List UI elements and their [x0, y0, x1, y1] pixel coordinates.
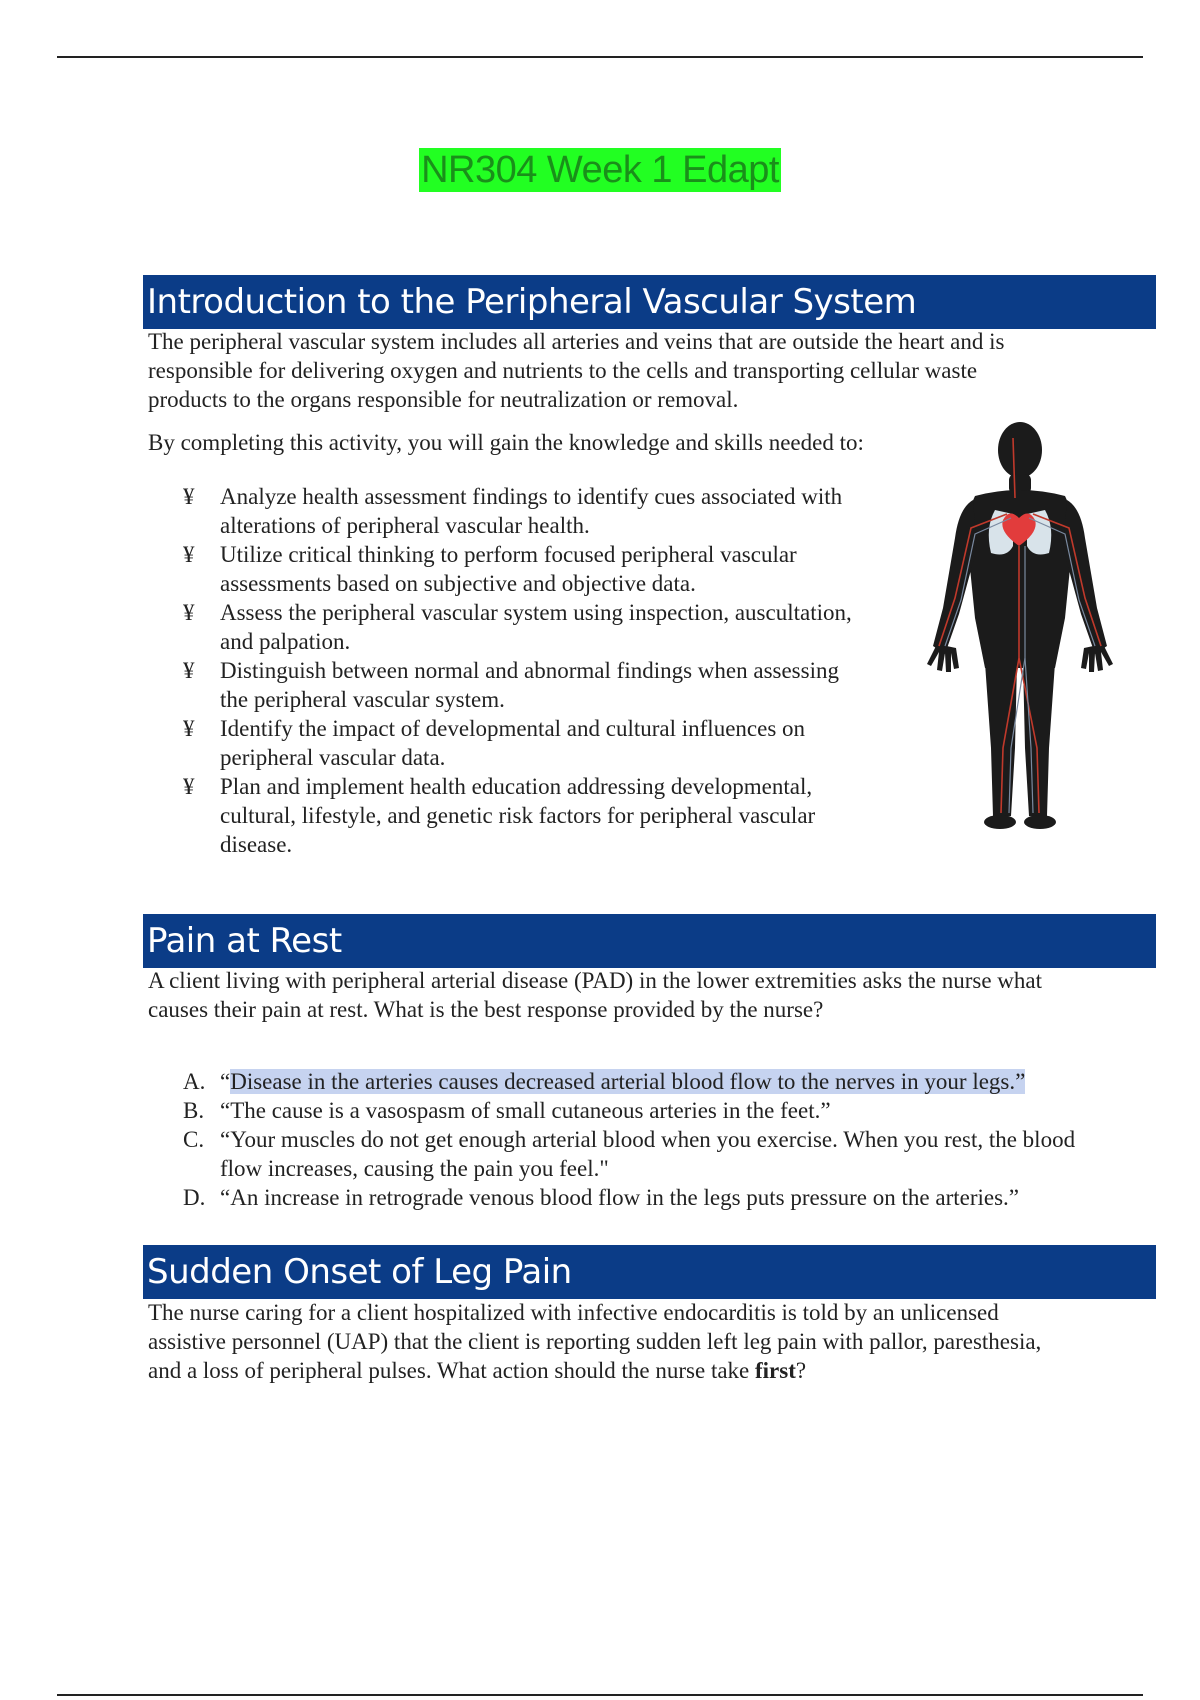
- intro-paragraph-line: responsible for delivering oxygen and nutrients to the cells and transporting cellular waste: [148, 358, 978, 383]
- bullet-mark: ¥: [183, 658, 195, 683]
- top-rule: [57, 56, 1143, 58]
- document-title: [0, 148, 1200, 192]
- document-title-text: NR304 Week 1 Edapt: [421, 149, 779, 191]
- bottom-rule: [57, 1694, 1143, 1696]
- bullet-mark: ¥: [183, 716, 195, 741]
- bullet-mark: ¥: [183, 774, 195, 799]
- intro-paragraph-line: The peripheral vascular system includes all arteries and veins that are outside the heart and is: [148, 329, 1005, 354]
- bullet-mark: ¥: [183, 484, 195, 509]
- objective-item: ¥ Distinguish between normal and abnormal findings when assessing the peripheral vascular system.: [183, 658, 839, 712]
- section-heading-sudden-leg-pain: Sudden Onset of Leg Pain: [143, 1245, 1156, 1299]
- objective-item: ¥ Identify the impact of developmental and cultural influences on peripheral vascular data.: [183, 716, 806, 770]
- sudden-leg-pain-question: The nurse caring for a client hospitalized with infective endocarditis is told by an unlicensed assistive personnel (UAP) that the client is reporting sudden left leg pain with pallor, paresthesia, and a loss of peripheral pulses. What action should the nurse take first?: [148, 1300, 1042, 1383]
- objective-item: ¥ Plan and implement health education addressing developmental, cultural, lifestyle, and genetic risk factors for peripheral vascular disease.: [183, 774, 816, 857]
- section-heading-introduction: Introduction to the Peripheral Vascular System: [143, 275, 1156, 329]
- bullet-mark: ¥: [183, 542, 195, 567]
- option-letter: A.: [183, 1069, 206, 1094]
- objective-item: ¥ Assess the peripheral vascular system using inspection, auscultation, and palpation.: [183, 600, 852, 654]
- option-letter: C.: [183, 1127, 205, 1152]
- emphasis-first: first: [755, 1358, 796, 1383]
- objective-item: ¥ Utilize critical thinking to perform focused peripheral vascular assessments based on subjective and objective data.: [183, 542, 797, 596]
- answer-option-c[interactable]: C. “Your muscles do not get enough arterial blood when you exercise. When you rest, the blood flow increases, causing the pain you feel.": [183, 1127, 1076, 1181]
- objectives-list: [180, 482, 900, 859]
- selected-answer-highlight: Disease in the arteries causes decreased arterial blood flow to the nerves in your legs.”: [230, 1069, 1026, 1094]
- objectives-lead-in: By completing this activity, you will gain the knowledge and skills needed to:: [148, 430, 864, 455]
- option-letter: D.: [183, 1185, 206, 1210]
- answer-option-d[interactable]: D. “An increase in retrograde venous blood flow in the legs puts pressure on the arteries.”: [183, 1185, 1019, 1210]
- bullet-mark: ¥: [183, 600, 195, 625]
- option-letter: B.: [183, 1098, 205, 1123]
- intro-paragraph-line: products to the organs responsible for neutralization or removal.: [148, 387, 739, 412]
- pain-at-rest-question: A client living with peripheral arterial disease (PAD) in the lower extremities asks the nurse what causes their pain at rest. What is the best response provided by the nurse?: [148, 968, 1042, 1022]
- objective-item: ¥ Analyze health assessment findings to identify cues associated with alterations of peripheral vascular health.: [183, 484, 843, 538]
- vascular-system-body-illustration: [915, 418, 1125, 838]
- section-heading-pain-at-rest: Pain at Rest: [143, 914, 1156, 968]
- intro-paragraph: [148, 327, 1004, 414]
- answer-option-b[interactable]: B. “The cause is a vasospasm of small cutaneous arteries in the feet.”: [183, 1098, 831, 1123]
- answer-options: [180, 1067, 1130, 1212]
- answer-option-a[interactable]: A. “Disease in the arteries causes decreased arterial blood flow to the nerves in your legs.”: [183, 1069, 1026, 1094]
